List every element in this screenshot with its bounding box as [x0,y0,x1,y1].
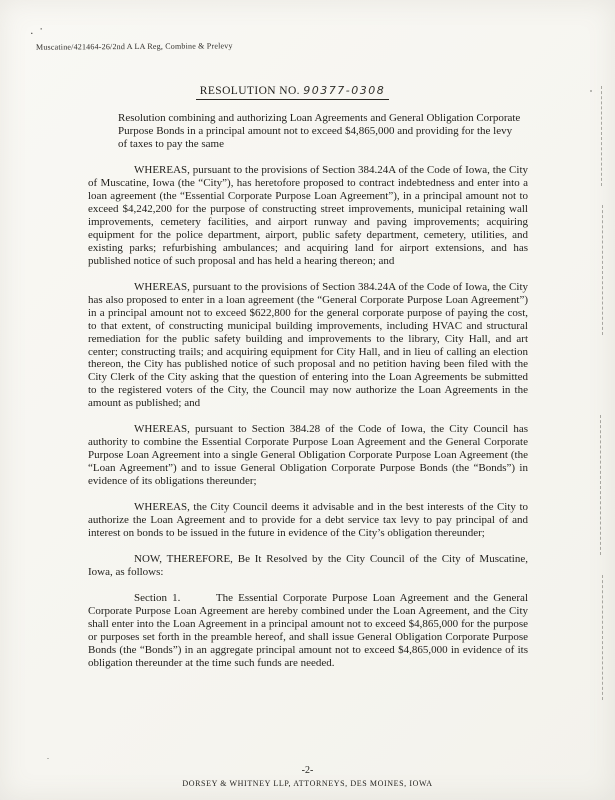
page-footer [0,765,615,788]
scan-artifact-dashed-line [600,415,601,555]
scan-artifact-dashed-line [602,575,603,700]
law-firm-line: DORSEY & WHITNEY LLP, ATTORNEYS, DES MOINES, IOWA [182,779,433,788]
paragraph-section-1: Section 1. The Essential Corporate Purpose Loan Agreement and the General Corporate Purpose Loan Agreement are hereby combined under the Loan Agreement, and the City shall enter into the Loan Agreement in a principal amount not to exceed $4,865,000 for the purpose or purposes set forth in the preamble hereof, and shall issue General Obligation Corporate Purpose Bonds (the “Bonds”) in an aggregate principal amount not to exceed $4,865,000 in evidence of its obligation thereunder at the time such funds are needed. [88,592,528,669]
resolution-title-label: RESOLUTION NO. [199,85,300,97]
scan-artifact-dashed-line [601,86,602,186]
scan-speck [590,90,592,92]
handwritten-corner-mark: . · [29,23,46,37]
resolution-title-underline [196,85,389,100]
resolution-title [0,84,585,97]
page-number: -2- [301,765,314,776]
scan-speck [47,758,49,759]
paragraph-whereas-4: WHEREAS, the City Council deems it advisable and in the best interests of the City to authorize the Loan Agreement and to provide for a debt service tax levy to pay principal of and interest on bonds to be issued in the future in evidence of the City’s obligation thereunder; [88,501,528,540]
paragraph-preamble: Resolution combining and authorizing Loan Agreements and General Obligation Corporate Purpose Bonds in a principal amount not to exceed $4,865,000 and providing for the levy of taxes to pay the same [118,112,521,150]
paragraph-whereas-3: WHEREAS, pursuant to Section 384.28 of the Code of Iowa, the City Council has authority to combine the Essential Corporate Purpose Loan Agreement and the General Corporate Purpose Loan Agreement into a single General Obligation Corporate Purpose Loan Agreement (the “Loan Agreement”) and to issue General Obligation Corporate Purpose Bonds (the “Bonds”) in evidence of its obligations thereunder; [88,423,528,488]
scan-artifact-dashed-line [602,205,603,335]
file-reference-note: Muscatine/421464-26/2nd A LA Reg, Combine & Prelevy [35,41,233,52]
paragraph-now-therefore: NOW, THEREFORE, Be It Resolved by the City Council of the City of Muscatine, Iowa, as follows: [88,553,528,579]
paragraph-whereas-1: WHEREAS, pursuant to the provisions of Section 384.24A of the Code of Iowa, the City of Muscatine, Iowa (the “City”), has heretofore proposed to contract indebtedness and enter into a loan agreement (the “Essential Corporate Purpose Loan Agreement”), in a principal amount not to exceed $4,242,200 for the purpose of constructing street improvements, municipal retaining wall improvements, cemetery facilities, and airport runway and paving improvements; acquiring equipment for the police department, airport, public safety department, cemetery, utilities, and existing parks; refurbishing ambulances; and acquiring land for airport extensions, and has published notice of such proposal and has held a hearing thereon; and [88,163,528,267]
document-body [88,112,528,683]
resolution-number: 90377-0308 [303,84,386,97]
paragraph-whereas-2: WHEREAS, pursuant to the provisions of Section 384.24A of the Code of Iowa, the City has also proposed to enter in a loan agreement (the “General Corporate Purpose Loan Agreement”) in a principal amount not to exceed $622,800 for the general corporate purpose of paying the cost, to that extent, of constructing municipal building improvements, including HVAC and structural remediation for the public safety building and improvements to the library, City Hall, and art center; constructing trails; and acquiring equipment for City Hall, and in lieu of calling an election thereon, the City has published notice of such proposal and no petition having been filed with the City Clerk of the City asking that the question of entering into the Loan Agreements be submitted to the registered voters of the City, the Council may now authorize the Loan Agreements in the amount as published; and [88,280,528,410]
